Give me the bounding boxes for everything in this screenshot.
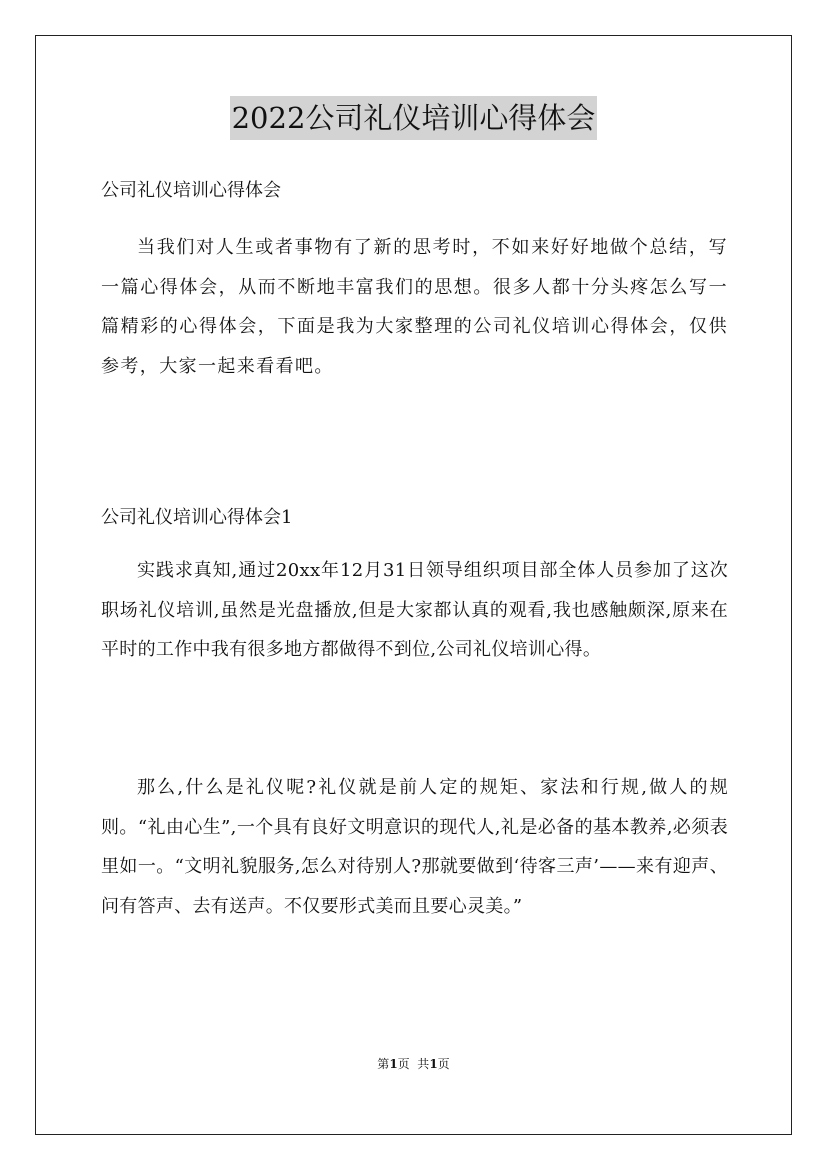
section1-paragraph-2: 那么,什么是礼仪呢?礼仪就是前人定的规矩、家法和行规,做人的规则。“礼由心生”,一个具有良好文明意识的现代人,礼是必备的基本教养,必须表里如一。“文明礼貌服务,怎么对待别人?那就要做到‘待客三声’——来有迎声、问有答声、去有送声。不仅要形式美而且要心灵美。” bbox=[101, 777, 728, 917]
document-subtitle: 公司礼仪培训心得体会 bbox=[101, 180, 281, 201]
section-heading-1: 公司礼仪培训心得体会1 bbox=[101, 507, 293, 528]
title-container bbox=[0, 96, 827, 140]
document-title: 2022公司礼仪培训心得体会 bbox=[230, 96, 598, 140]
footer-page-suffix: 页 bbox=[437, 1057, 450, 1071]
footer-page-mid: 页 共 bbox=[397, 1057, 430, 1071]
intro-paragraph: 当我们对人生或者事物有了新的思考时，不如来好好地做个总结，写一篇心得体会，从而不断地丰富我们的思想。很多人都十分头疼怎么写一篇精彩的心得体会，下面是我为大家整理的公司礼仪培训心得体会，仅供参考，大家一起来看看吧。 bbox=[101, 237, 728, 377]
section1-paragraph-1: 实践求真知,通过20xx年12月31日领导组织项目部全体人员参加了这次职场礼仪培训,虽然是光盘播放,但是大家都认真的观看,我也感触颇深,原来在平时的工作中我有很多地方都做得不到位,公司礼仪培训心得。 bbox=[101, 560, 728, 660]
footer-page-total: 1 bbox=[429, 1057, 438, 1071]
footer-page-prefix: 第 bbox=[377, 1057, 390, 1071]
footer-page-current: 1 bbox=[389, 1057, 398, 1071]
page-footer bbox=[0, 1055, 827, 1073]
